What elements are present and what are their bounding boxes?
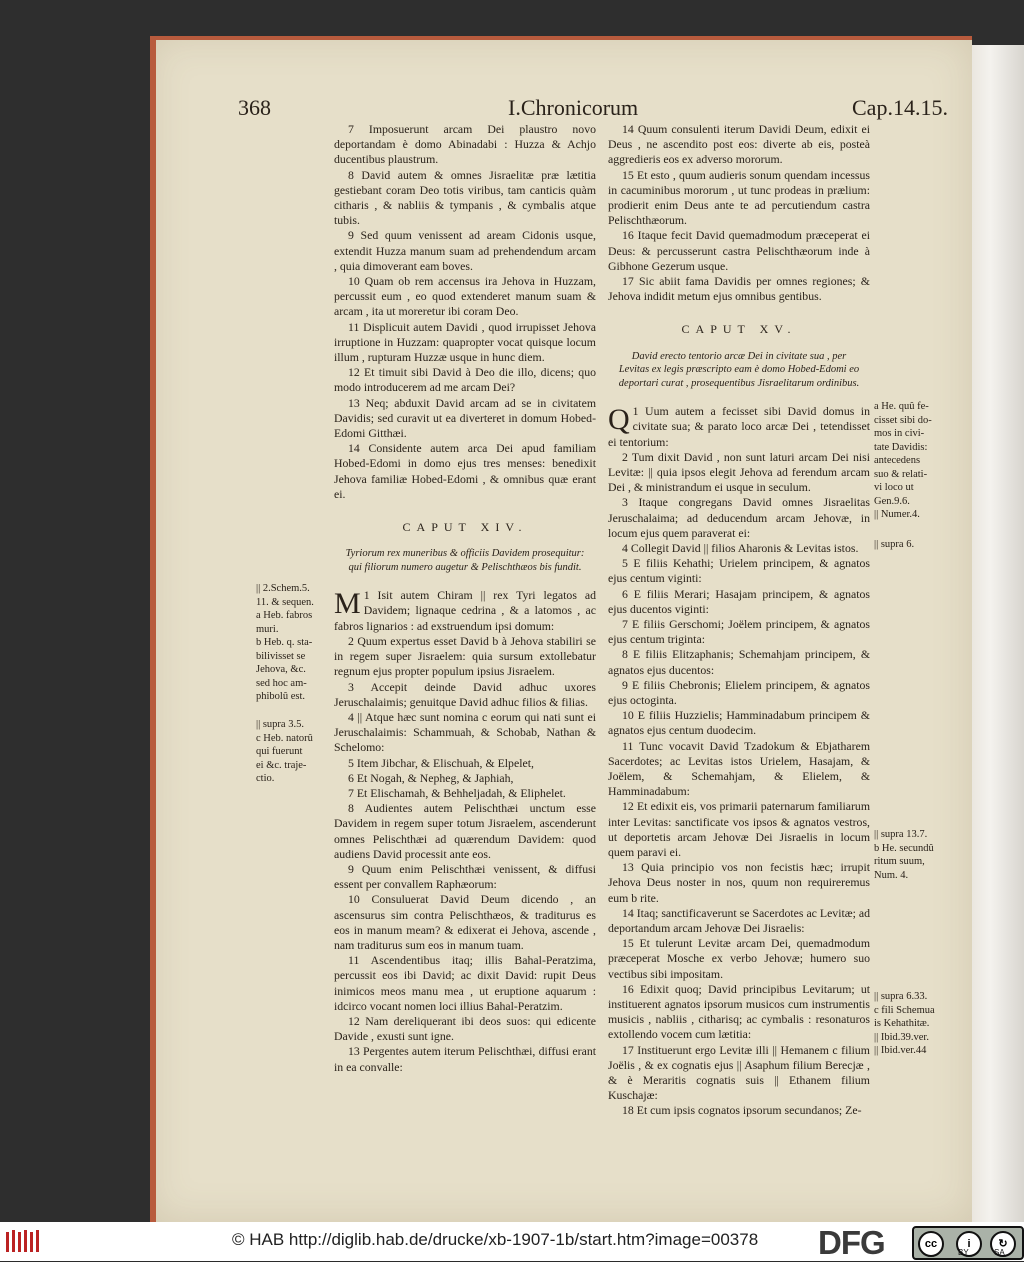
share-alike-icon: ↻	[990, 1231, 1016, 1257]
caput-xv-heading: CAPUT XV.	[681, 322, 797, 337]
verse-paragraph: 2 Quum expertus esset David b à Jehova stabiliri se in regem super Jisraelem: quia sursum extollebatur regnum ejus propter populum ipsius Jisraelem.	[334, 633, 596, 679]
license-sa-label: SA	[994, 1248, 1005, 1257]
verse-paragraph: 8 David autem & omnes Jisraelitæ præ lætitia gestiebant coram Deo totis viribus, tam canticis quàm citharis , & nabliis & tympanis , & cymbalis atque tubis.	[334, 167, 596, 228]
verse-paragraph: 9 Quum enim Pelischthæi venissent, & diffusi essent per convallem Raphæorum:	[334, 861, 596, 892]
verse-paragraph: 8 E filiis Elitzaphanis; Schemahjam principem, & agnatos ejus ducentos:	[608, 647, 870, 677]
page-number: 368	[238, 95, 271, 120]
cc-license-badge[interactable]	[912, 1226, 1024, 1260]
verse-paragraph: 13 Pergentes autem iterum Pelischthæi, diffusi erant in ea convalle:	[334, 1044, 596, 1074]
verse-paragraph: 8 Audientes autem Pelischthæi unctum esse Davidem in regem super totum Jisraelem, ascenderunt omnes Pelischthæi ad quærendum Davidem: quod audiens David processit ante eos.	[334, 801, 596, 861]
verse-paragraph: 18 Et cum ipsis cognatos ipsorum secundanos; Ze-	[622, 1103, 862, 1118]
cc-icon: cc	[918, 1231, 944, 1257]
drop-initial-m: M	[334, 587, 361, 621]
verse-paragraph: 16 Edixit quoq; David principibus Levitarum; ut instituerent agnatos ipsorum musicos cum instrumentis musicis , nabliis , citharisq; ac cymbalis : resonaturos extollendo vocem cum lætitia:	[608, 981, 870, 1042]
right-margin-note-1: a He. quû fe- cisset sibi do- mos in civi- tate Davidis: antecedens suo & relati- vi loco ut Gen.9.6. || Numer.4.	[874, 401, 932, 520]
verse-paragraph: 11 Displicuit autem Davidi , quod irrupisset Jehova irruptione in Huzzam: quapropter vocat quisque locum illum , rupturam Huzzæ usque in hunc diem.	[334, 319, 596, 365]
dfg-logo: DFG	[818, 1224, 885, 1261]
verse-paragraph: 14 Considente autem arca Dei apud familiam Hobed-Edomi in domo ejus tres menses: benedixit Jehova familiæ Hobed-Edomi , & omnibus quæ erant ei.	[334, 441, 596, 501]
verse-paragraph: 7 E filiis Gerschomi; Joëlem principem, & agnatos ejus centum triginta:	[608, 616, 870, 647]
caput-xiv-argument: Tyriorum rex muneribus & officiis Davidem prosequitur: qui filiorum numero augetur & Pelischthæos bis fundit.	[345, 548, 585, 573]
citation-link[interactable]: © HAB http://diglib.hab.de/drucke/xb-1907-1b/start.htm?image=00378	[232, 1230, 759, 1249]
page-red-edge-left	[150, 36, 156, 1222]
verse-paragraph: 7 Imposuerunt arcam Dei plaustro novo deportandam è domo Abinadabi : Huzza & Achjo ducentibus plaustrum.	[334, 122, 596, 167]
attribution-icon: i	[956, 1231, 982, 1257]
adjacent-page-edge	[968, 45, 1024, 1222]
left-margin-note-2: || supra 3.5. c Heb. natorû qui fuerunt ei &c. traje- ctio.	[256, 719, 313, 784]
verse-paragraph: 12 Nam dereliquerant ibi deos suos: qui edicente Davide , exusti sunt igne.	[334, 1013, 596, 1044]
caput-xv-argument: David erecto tentorio arcæ Dei in civitate sua , per Levitas ex legis præscripto eam è domo Hobed-Edomi eo deportari curat , prosequentibus Jisraelitarum ordinibus.	[618, 350, 860, 389]
verse-paragraph: 12 Et timuit sibi David à Deo die illo, dicens; quo modo introducerem ad me arcam Dei?	[334, 365, 596, 395]
verse-paragraph: 13 Quia principio vos non fecistis hæc; irrupit Jehova Deus noster in nos, quum non requireremus eum b rite.	[608, 860, 870, 905]
verse-paragraph: 15 Et tulerunt Levitæ arcam Dei, quemadmodum præceperat Mosche ex verbo Jehovæ; humero suo vectibus sibi impositam.	[608, 936, 870, 981]
right-margin-note-2: || supra 6.	[874, 539, 915, 550]
verse-paragraph: 10 Consuluerat David Deum dicendo , an ascensurus sim contra Pelischthæos, & traditurus es eos in manum meam? & edixerat ei Jehova, ascende , nam traditurus sum eos in manum tuam.	[334, 892, 596, 952]
chapter-13-paragraphs	[334, 122, 596, 502]
verse-paragraph: 17 Sic abiit fama Davidis per omnes regiones; & Jehova indidit metum ejus omnibus gentibus.	[608, 274, 870, 304]
verse-paragraph: 7 Et Elischamah, & Behheljadah, & Eliphelet.	[348, 785, 566, 800]
right-margin-note-3: || supra 13.7. b He. secundû ritum suum, Num. 4.	[874, 829, 934, 881]
verse-paragraph: 14 Itaq; sanctificaverunt se Sacerdotes ac Levitæ; ad deportandum arcam Jehovæ Dei Jisraelis:	[608, 905, 870, 936]
verse-paragraph: 1 Uum autem a fecisset sibi David domus in civitate sua; & parato loco arcæ Dei , tetendisset ei tentorium:	[608, 404, 870, 449]
verse-paragraph: 9 E filiis Chebronis; Elielem principem, & agnatos ejus octoginta.	[608, 677, 870, 707]
right-margin-note-4: || supra 6.33. c fili Schemua is Kehathitæ. || Ibid.39.ver. || Ibid.ver.44	[874, 991, 935, 1056]
verse-paragraph: 12 Et edixit eis, vos primarii paternarum familiarum inter Levitas: sanctificate vos ipsos & agnatos vestros, ut deportetis arcam Jehovæ Dei Jisraelis in locum quem paravi ei.	[608, 799, 870, 860]
verse-paragraph: 15 Et esto , quum audieris sonum quendam incessus in cacuminibus mororum , ut tunc prodeas in prælium: prodierit enim Deus ante te ad percutiendum castra Pelischthæorum.	[608, 167, 870, 228]
caput-xiv-heading: CAPUT XIV.	[402, 520, 528, 535]
verse-paragraph: 14 Quum consulenti iterum Davidi Deum, edixit ei Deus , ne ascendito post eos: diverte ab eis, posteà aggredieris eos ex adverso mororum.	[608, 122, 870, 167]
hab-logo-icon	[6, 1228, 40, 1254]
left-margin-note-1: || 2.Schem.5. 11. & sequen. a Heb. fabros muri. b Heb. q. sta- bilivisset se Jehova, &c. sed hoc am- phibolû est.	[256, 583, 314, 702]
verse-paragraph: 1 Isit autem Chiram || rex Tyri legatos ad Davidem; lignaque cedrina , & a latomos , ac fabros lignarios : ad exstruendum ipsi domum:	[334, 588, 596, 633]
page-red-edge-top	[150, 36, 972, 40]
verse-paragraph: 11 Ascendentibus itaq; illis Bahal-Peratzima, percussit eos ibi David; ac dixit David: rupit Deus inimicos meos manu mea , ut eruptione aquarum : idcirco vocant nomen loci illius Bahal-Peratzim.	[334, 953, 596, 1013]
license-by-label: BY	[958, 1248, 969, 1257]
drop-initial-q: Q	[608, 403, 630, 437]
right-text-column	[608, 122, 870, 1119]
verse-paragraph: 3 Accepit deinde David adhuc uxores Jeruschalaimis; genuitque David adhuc filios & filias.	[334, 679, 596, 709]
verse-paragraph: 2 Tum dixit David , non sunt laturi arcam Dei nisi Levitæ: || quia ipsos elegit Jehova ad ferendum arcam Dei , & ministrandum ei usque in seculum.	[608, 449, 870, 495]
chapter-15-paragraphs	[608, 404, 870, 1119]
verse-paragraph: 9 Sed quum venissent ad aream Cidonis usque, extendit Huzza manum suam ad prehendendum arcam , quia dimoverant eam boves.	[334, 228, 596, 273]
verse-paragraph: 6 Et Nogah, & Nepheg, & Japhiah,	[348, 770, 514, 785]
verse-paragraph: 10 Quam ob rem accensus ira Jehova in Huzzam, percussit eum , eo quod extenderet manum suam & arcam , ita ut moreretur ibi coram Deo.	[334, 274, 596, 319]
verse-paragraph: 3 Itaque congregans David omnes Jisraelitas Jeruschalaima; ad deducendum arcam Jehovæ, in locum ejus quem paraverat ei:	[608, 495, 870, 540]
verse-paragraph: 10 E filiis Huzzielis; Hamminadabum principem & agnatos ejus centum duodecim.	[608, 708, 870, 738]
verse-paragraph: 5 Item Jibchar, & Elischuah, & Elpelet,	[348, 755, 534, 770]
verse-paragraph: 4 Collegit David || filios Aharonis & Levitas istos.	[622, 540, 859, 555]
verse-paragraph: 11 Tunc vocavit David Tzadokum & Ebjatharem Sacerdotes; ac Levitas istos Urielem, Hasajam, & Joëlem, & Schemahjam, & Elielem, & Hamminadabum:	[608, 738, 870, 799]
viewer-footer	[0, 1222, 1024, 1261]
running-chapter: Cap.14.15.	[852, 95, 948, 120]
verse-paragraph: 5 E filiis Kehathi; Urielem principem, & agnatos ejus centum viginti:	[608, 556, 870, 586]
verse-paragraph: 13 Neq; abduxit David arcam ad se in civitatem Davidis; sed curavit ut ea diverteret in domum Hobed-Edomi Gitthæi.	[334, 395, 596, 441]
left-text-column	[334, 122, 596, 1075]
chapter-14-paragraphs	[334, 588, 596, 1075]
verse-paragraph: 17 Instituerunt ergo Levitæ illi || Hemanem c filium Joëlis , & ex cognatis ejus || Asaphum filium Berecjæ , & è Meraritis cognatis suis || Ethanem filium Kuschajæ:	[608, 1042, 870, 1103]
verse-paragraph: 4 || Atque hæc sunt nomina c eorum qui nati sunt ei Jeruschalaimis: Schammuah, & Schobab, Nathan & Schelomo:	[334, 709, 596, 755]
running-title: I.Chronicorum	[508, 95, 639, 120]
verse-paragraph: 6 E filiis Merari; Hasajam principem, & agnatos ejus ducentos viginti:	[608, 586, 870, 616]
chapter-14-continuation	[608, 122, 870, 304]
verse-paragraph: 16 Itaque fecit David quemadmodum præceperat ei Deus: & percusserunt castra Pelischthæorum inde à Gibhone Gezerum usque.	[608, 228, 870, 273]
